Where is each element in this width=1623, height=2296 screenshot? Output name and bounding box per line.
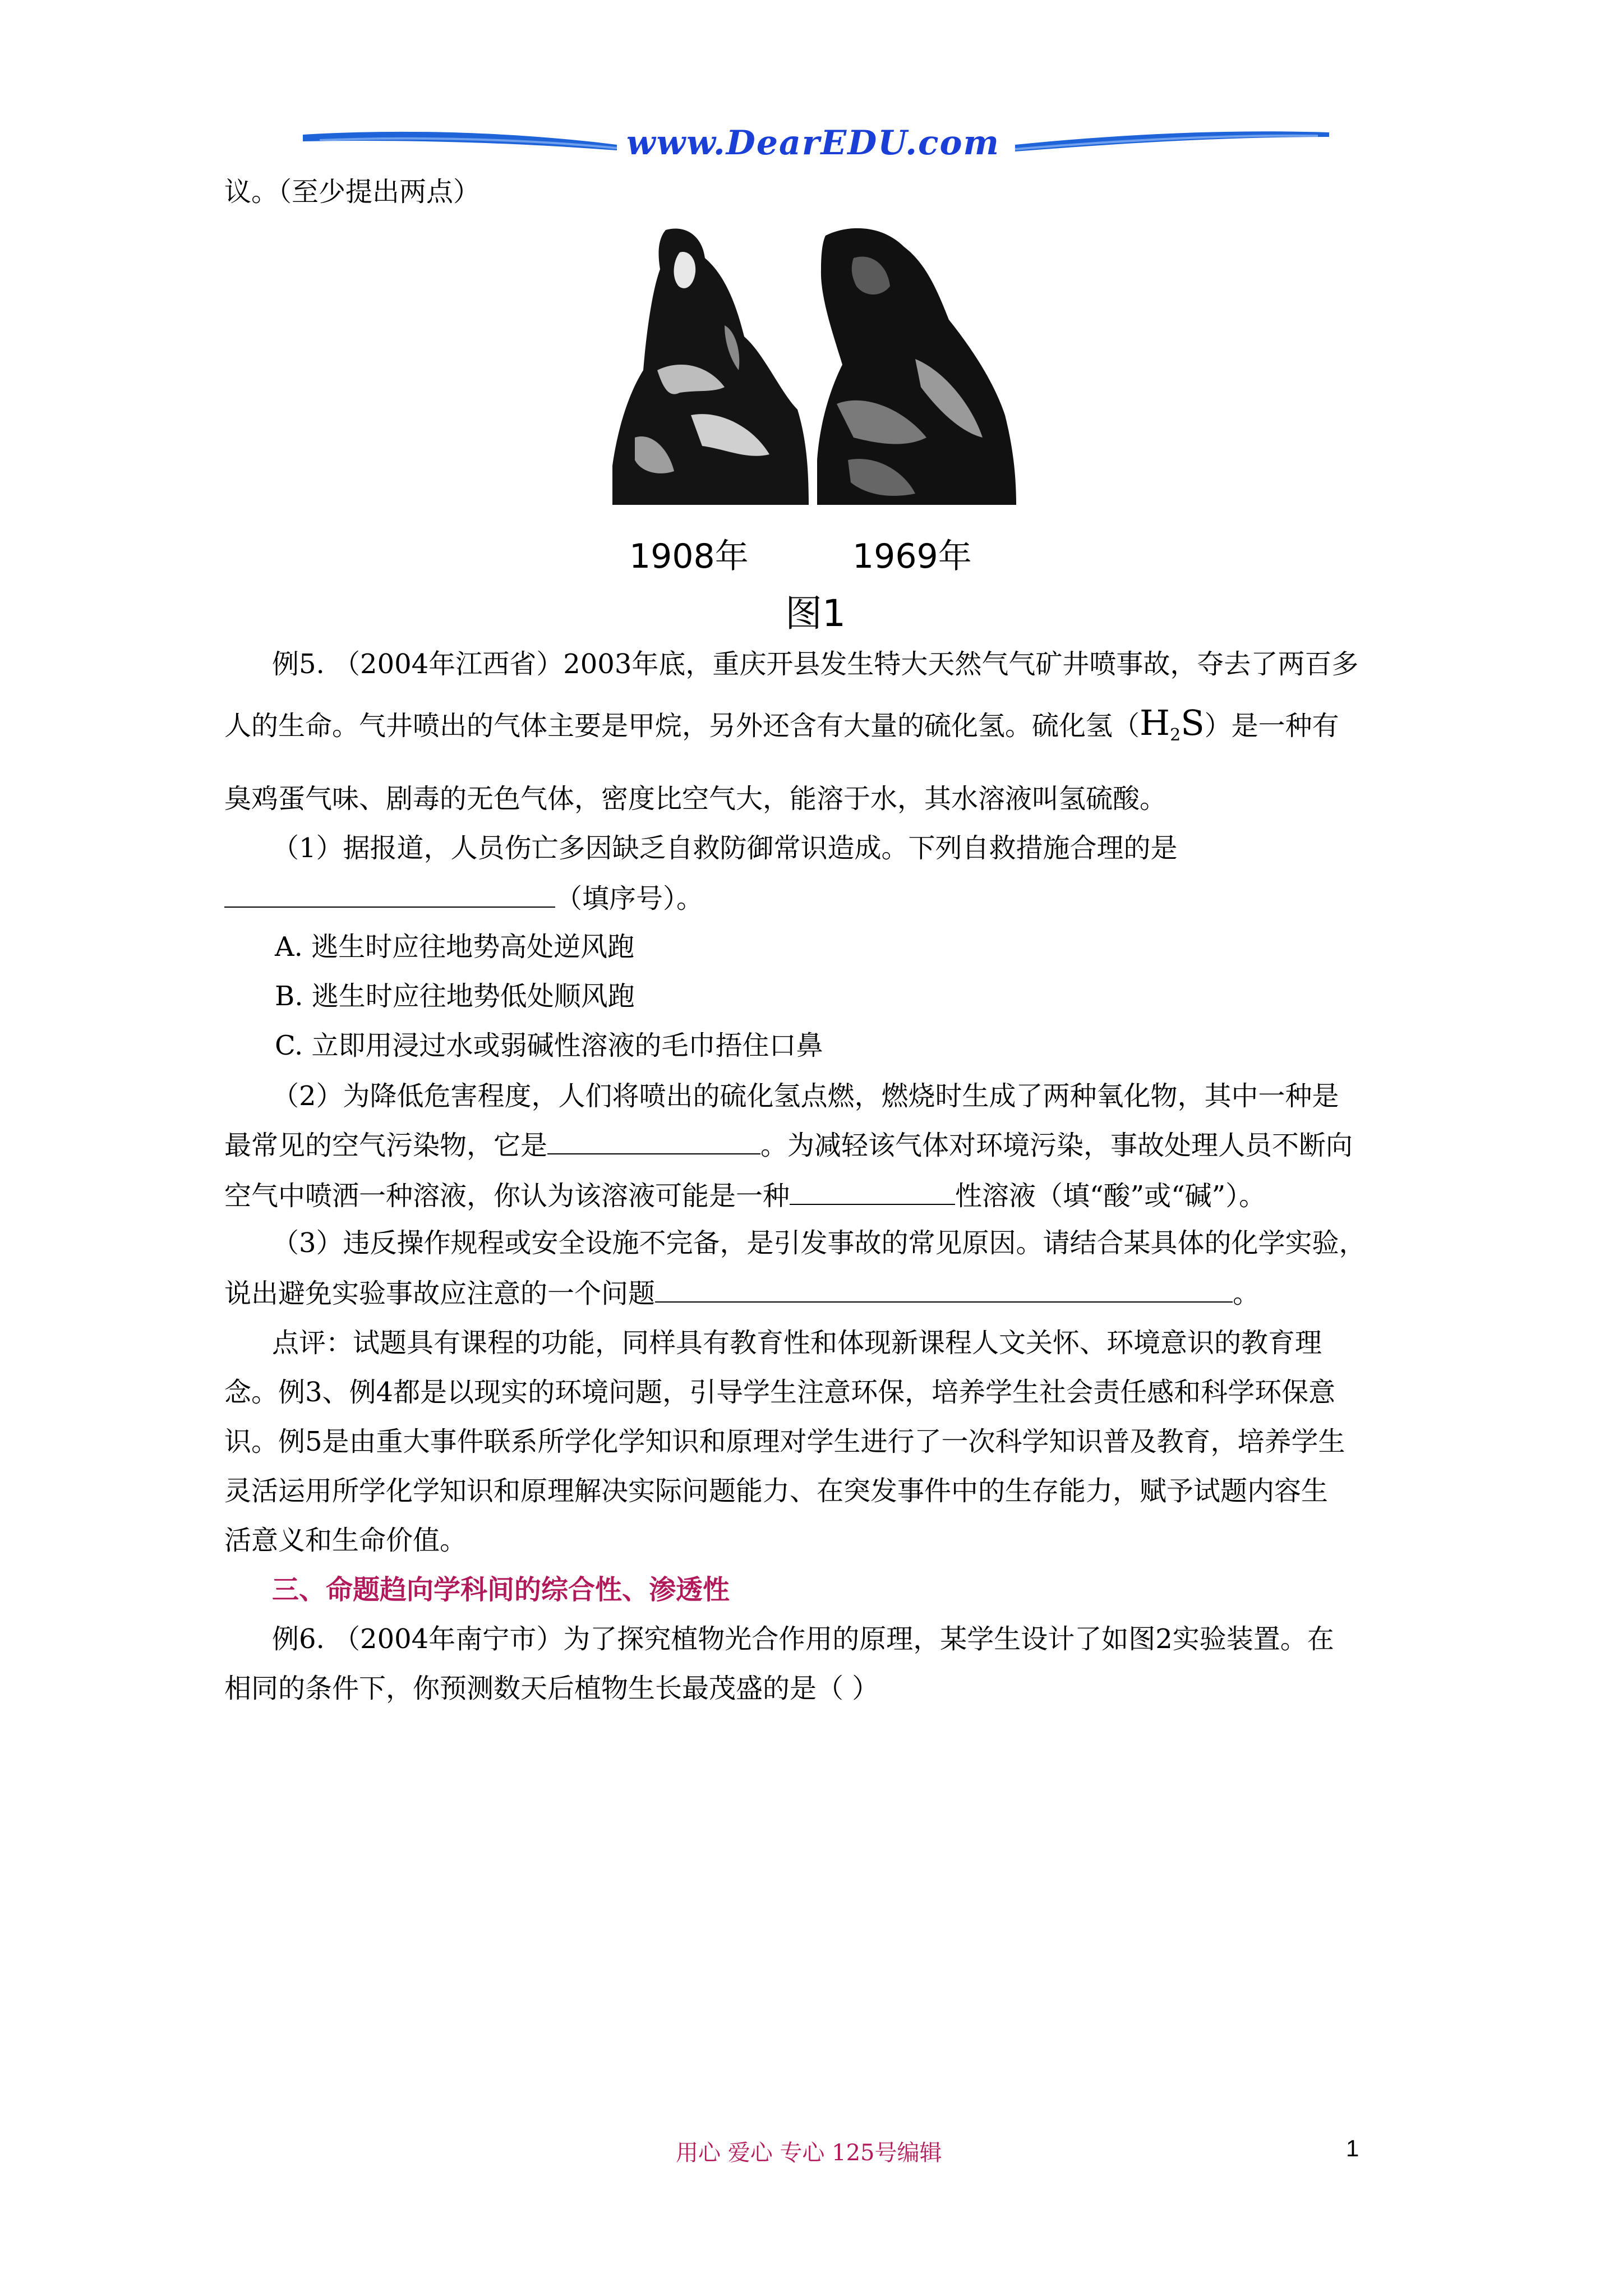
option-c: C. 立即用浸过水或弱碱性溶液的毛巾捂住口鼻: [275, 1030, 823, 1061]
answer-blank[interactable]: [224, 884, 555, 908]
option-b: B. 逃生时应往地势低处顺风跑: [275, 981, 635, 1012]
text-line: （3）违反操作规程或安全设施不完备，是引发事故的常见原因。请结合某具体的化学实验，: [272, 1227, 1366, 1259]
text-line: 例6. （2004年南宁市）为了探究植物光合作用的原理，某学生设计了如图2实验装置。在: [272, 1623, 1334, 1655]
text-line: （1）据报道，人员伤亡多因缺乏自救防御常识造成。下列自救措施合理的是: [272, 832, 1178, 864]
figure-caption: 图1: [785, 592, 846, 635]
text-line: 识。例5是由重大事件联系所学化学知识和原理对学生进行了一次科学知识普及教育，培养学生: [224, 1426, 1345, 1457]
page-number: 1: [1346, 2135, 1359, 2161]
text-line: 相同的条件下，你预测数天后植物生长最茂盛的是（ ）: [224, 1673, 879, 1704]
footer-text: 用心 爱心 专心 125号编辑: [676, 2140, 942, 2166]
text-line: 活意义和生命价值。: [224, 1525, 467, 1556]
figure-year-1969: 1969年: [852, 537, 972, 576]
option-a: A. 逃生时应往地势高处逆风跑: [275, 931, 635, 963]
statue-photos: [612, 224, 1016, 516]
formula-h2s: $H_2S$: [1140, 702, 1205, 745]
text-line: 例5. （2004年江西省）2003年底，重庆开县发生特大天然气气矿井喷事故，夺去了两百多: [272, 648, 1359, 680]
answer-blank[interactable]: [547, 1131, 760, 1154]
text-line: （填序号）。: [224, 884, 703, 912]
statue-1969-image: [817, 228, 1016, 505]
answer-blank[interactable]: [655, 1279, 1233, 1303]
header-banner: [303, 112, 1329, 180]
figure-1: [612, 224, 1016, 516]
text-line: 灵活运用所学化学知识和原理解决实际问题能力、在突发事件中的生存能力，赋予试题内容生: [224, 1475, 1329, 1507]
text-line: 议。（至少提出两点）: [224, 176, 481, 208]
text-line: （2）为降低危害程度，人们将喷出的硫化氢点燃，燃烧时生成了两种氧化物，其中一种是: [272, 1080, 1339, 1112]
figure-year-1908: 1908年: [629, 537, 749, 576]
text-line: 空气中喷洒一种溶液，你认为该溶液可能是一种 性溶液（填“酸”或“碱”）。: [224, 1180, 1266, 1212]
text-line: 臭鸡蛋气味、剧毒的无色气体，密度比空气大，能溶于水，其水溶液叫氢硫酸。: [224, 783, 1167, 815]
answer-blank[interactable]: [790, 1181, 955, 1205]
text-line: 说出避免实验事故应注意的一个问题 。: [224, 1278, 1260, 1309]
text-line: 人的生命。气井喷出的气体主要是甲烷，另外还含有大量的硫化氢。硫化氢$(H_2S)$是一种有: [224, 702, 1339, 745]
text-line: 点评：试题具有课程的功能，同样具有教育性和体现新课程人文关怀、环境意识的教育理: [272, 1327, 1322, 1359]
text-line: 最常见的空气污染物，它是 。为减轻该气体对环境污染，事故处理人员不断向: [224, 1130, 1353, 1161]
site-name: www.DearEDU.com: [626, 123, 1000, 163]
section-heading: 三、命题趋向学科间的综合性、渗透性: [272, 1574, 730, 1605]
statue-1908-image: [612, 224, 814, 505]
text-line: 念。例3、例4都是以现实的环境问题，引导学生注意环保，培养学生社会责任感和科学环保意: [224, 1377, 1336, 1408]
